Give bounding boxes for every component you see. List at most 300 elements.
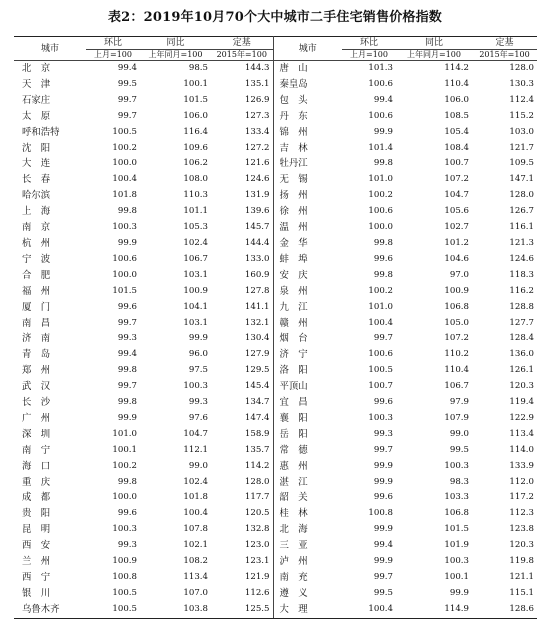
mom-cell: 100.7 <box>368 381 393 392</box>
base-cell: 158.9 <box>211 427 273 443</box>
city-name-cell: 上 海 <box>22 206 51 218</box>
table-row <box>14 172 537 188</box>
mom-cell: 100.3 <box>368 412 393 423</box>
yoy-cell: 104.6 <box>444 253 469 264</box>
table-row <box>14 522 537 538</box>
base-cell: 119.4 <box>509 397 534 408</box>
city-name-cell: 北 海 <box>279 524 308 536</box>
mom-cell: 100.5 <box>86 602 140 618</box>
mom-cell: 100.3 <box>112 524 137 535</box>
yoy-cell: 110.4 <box>444 365 469 376</box>
city-name-cell: 宜 昌 <box>279 397 308 409</box>
yoy-cell: 105.3 <box>183 222 208 233</box>
city-name-cell: 沈 阳 <box>22 142 51 154</box>
yoy-cell: 104.1 <box>183 301 208 312</box>
city-name-cell: 韶 关 <box>279 492 308 504</box>
mom-cell: 100.2 <box>112 142 137 153</box>
yoy-cell: 106.7 <box>444 381 469 392</box>
mom-cell: 100.8 <box>368 508 393 519</box>
base-cell: 128.0 <box>509 63 534 73</box>
mom-cell: 100.8 <box>112 572 137 582</box>
base-cell: 121.6 <box>211 156 273 172</box>
table-row <box>14 363 537 379</box>
city-name-cell: 遵 义 <box>279 587 308 599</box>
city-name-cell: 南 昌 <box>22 317 51 329</box>
table-row <box>14 252 537 268</box>
city-name-cell: 哈尔滨 <box>22 190 51 202</box>
mom-cell: 100.5 <box>112 126 137 137</box>
base-column-header: 定基 <box>211 37 273 50</box>
mom-cell: 99.7 <box>117 110 137 121</box>
table-row <box>14 554 537 570</box>
yoy-cell: 99.9 <box>449 587 469 598</box>
yoy-cell: 113.4 <box>183 572 208 582</box>
city-name-cell: 济 宁 <box>279 349 308 361</box>
yoy-cell: 101.9 <box>444 540 469 551</box>
city-name-cell: 吉 林 <box>279 142 308 154</box>
city-name-cell: 洛 阳 <box>279 365 308 377</box>
base-cell: 126.7 <box>509 206 534 217</box>
mom-cell: 101.0 <box>112 428 137 439</box>
yoy-cell: 112.1 <box>183 444 208 455</box>
yoy-cell: 101.2 <box>444 237 469 248</box>
yoy-cell: 110.2 <box>444 349 469 360</box>
table-row <box>14 490 537 506</box>
yoy-cell: 101.5 <box>183 94 208 105</box>
city-name-cell: 秦皇岛 <box>279 78 308 90</box>
yoy-cell: 106.2 <box>183 158 208 169</box>
base-cell: 135.1 <box>211 77 273 93</box>
yoy-cell: 106.0 <box>183 110 208 121</box>
yoy-cell: 99.5 <box>449 444 469 455</box>
city-name-cell: 郑 州 <box>22 365 51 377</box>
base-cell: 145.7 <box>211 220 273 236</box>
mom-cell: 100.4 <box>342 602 396 618</box>
yoy-cell: 103.8 <box>140 602 211 618</box>
base-cell: 127.9 <box>211 347 273 363</box>
yoy-cell: 100.7 <box>444 158 469 169</box>
yoy-cell: 110.4 <box>444 78 469 89</box>
base-sub-header: 2015年=100 <box>211 50 273 61</box>
mom-cell: 101.0 <box>368 301 393 312</box>
yoy-cell: 108.0 <box>183 174 208 185</box>
yoy-cell: 107.8 <box>183 524 208 535</box>
mom-cell: 100.5 <box>368 365 393 376</box>
yoy-cell: 101.1 <box>183 206 208 217</box>
mom-cell: 100.6 <box>368 78 393 89</box>
mom-cell: 99.6 <box>373 492 393 503</box>
mom-cell: 99.4 <box>117 63 137 73</box>
yoy-cell: 105.6 <box>444 206 469 217</box>
base-cell: 124.6 <box>509 253 534 264</box>
table-title: 表2：2019年10月70个大中城市二手住宅销售价格指数 <box>107 10 442 25</box>
city-name-cell: 天 津 <box>22 78 51 90</box>
table-row <box>14 459 537 475</box>
city-name-cell: 青 岛 <box>22 349 51 361</box>
table-row <box>14 93 537 109</box>
base-cell: 114.0 <box>509 444 534 455</box>
base-cell: 117.7 <box>211 490 273 506</box>
yoy-cell: 99.0 <box>449 428 469 439</box>
city-name-cell: 石家庄 <box>22 94 51 106</box>
table-row <box>14 538 537 554</box>
mom-cell: 99.7 <box>117 94 137 105</box>
city-name-cell: 成 都 <box>22 492 51 504</box>
mom-cell: 99.8 <box>373 237 393 248</box>
base-cell: 120.5 <box>211 506 273 522</box>
table-row <box>14 570 537 586</box>
mom-cell: 99.9 <box>373 126 393 137</box>
yoy-cell: 96.0 <box>188 349 208 360</box>
yoy-cell: 105.0 <box>444 317 469 328</box>
base-cell: 121.1 <box>509 572 534 582</box>
base-cell: 117.2 <box>509 492 534 503</box>
mom-cell: 100.9 <box>112 556 137 567</box>
city-name-cell: 银 川 <box>22 587 51 599</box>
city-name-cell: 泉 州 <box>279 285 308 297</box>
table-body <box>14 61 537 619</box>
city-name-cell: 南 宁 <box>22 444 51 456</box>
yoy-cell: 108.5 <box>444 110 469 121</box>
city-name-cell: 岳 阳 <box>279 428 308 440</box>
city-name-cell: 合 肥 <box>22 269 51 281</box>
base-cell: 127.2 <box>211 141 273 157</box>
city-name-cell: 宁 波 <box>22 253 51 265</box>
mom-cell: 100.2 <box>368 285 393 296</box>
mom-cell: 99.3 <box>373 428 393 439</box>
city-name-cell: 济 南 <box>22 333 51 345</box>
base-cell: 103.0 <box>509 126 534 137</box>
city-name-cell: 湛 江 <box>279 476 308 488</box>
base-cell: 121.7 <box>509 142 534 153</box>
city-name-cell: 西 安 <box>22 540 51 552</box>
city-name-cell: 贵 阳 <box>22 508 51 520</box>
yoy-cell: 99.3 <box>188 397 208 408</box>
mom-cell: 99.8 <box>117 476 137 487</box>
yoy-cell: 104.7 <box>183 428 208 439</box>
mom-cell: 100.3 <box>112 222 137 233</box>
base-cell: 134.7 <box>211 395 273 411</box>
city-name-cell: 深 圳 <box>22 428 51 440</box>
base-cell: 145.4 <box>211 379 273 395</box>
city-name-cell: 徐 州 <box>279 206 308 218</box>
yoy-cell: 100.4 <box>183 508 208 519</box>
city-name-cell: 大 连 <box>22 158 51 170</box>
city-name-cell: 兰 州 <box>22 556 51 568</box>
mom-cell: 99.7 <box>373 572 393 582</box>
city-name-cell: 重 庆 <box>22 476 51 488</box>
mom-cell: 99.4 <box>373 540 393 551</box>
base-cell: 112.0 <box>509 476 534 487</box>
base-cell: 113.4 <box>509 428 534 439</box>
yoy-cell: 100.9 <box>183 285 208 296</box>
city-name-cell: 西 宁 <box>22 572 51 583</box>
city-name-cell: 厦 门 <box>22 301 51 313</box>
base-cell: 125.5 <box>211 602 273 618</box>
mom-column-header: 环比 <box>86 37 140 50</box>
base-cell: 127.7 <box>509 317 534 328</box>
yoy-cell: 107.2 <box>444 174 469 185</box>
table-row <box>14 268 537 284</box>
mom-cell: 100.4 <box>112 174 137 185</box>
city-name-cell: 泸 州 <box>279 556 308 568</box>
base-column-header-2: 定基 <box>472 37 537 50</box>
base-sub-header-2: 2015年=100 <box>472 50 537 61</box>
table-row <box>14 443 537 459</box>
base-cell: 144.3 <box>211 61 273 77</box>
city-name-cell: 蚌 埠 <box>279 253 308 265</box>
mom-cell: 99.3 <box>117 333 137 344</box>
base-cell: 112.3 <box>509 508 534 519</box>
mom-cell: 99.7 <box>117 381 137 392</box>
table-header <box>14 37 537 61</box>
mom-sub-header: 上月=100 <box>86 50 140 61</box>
city-name-cell: 襄 阳 <box>279 412 308 424</box>
base-cell: 133.0 <box>211 252 273 268</box>
base-cell: 135.7 <box>211 443 273 459</box>
yoy-cell: 106.0 <box>444 94 469 105</box>
mom-cell: 100.6 <box>368 206 393 217</box>
yoy-cell: 102.4 <box>183 476 208 487</box>
city-name-cell: 呼和浩特 <box>22 126 60 138</box>
city-column-header: 城市 <box>14 37 86 61</box>
table-row <box>14 379 537 395</box>
yoy-cell: 100.3 <box>444 556 469 567</box>
mom-cell: 100.0 <box>368 222 393 233</box>
base-cell: 129.5 <box>211 363 273 379</box>
yoy-cell: 97.0 <box>449 269 469 280</box>
mom-cell: 100.0 <box>112 492 137 503</box>
base-cell: 127.3 <box>211 109 273 125</box>
mom-cell: 100.6 <box>368 110 393 121</box>
table-row <box>14 316 537 332</box>
base-cell: 132.1 <box>211 316 273 332</box>
yoy-cell: 102.1 <box>183 540 208 551</box>
mom-cell: 99.9 <box>373 524 393 535</box>
yoy-cell: 97.5 <box>188 365 208 376</box>
yoy-cell: 109.6 <box>183 142 208 153</box>
base-cell: 112.4 <box>509 94 534 105</box>
yoy-cell: 102.7 <box>444 222 469 233</box>
base-cell: 128.0 <box>211 475 273 491</box>
mom-cell: 100.0 <box>112 158 137 169</box>
base-cell: 133.4 <box>211 125 273 141</box>
table-row <box>14 77 537 93</box>
city-name-cell: 平顶山 <box>279 381 308 393</box>
mom-cell: 101.3 <box>368 63 393 73</box>
yoy-cell: 103.1 <box>183 317 208 328</box>
base-cell: 128.6 <box>472 602 537 618</box>
table-row <box>14 188 537 204</box>
yoy-cell: 114.9 <box>396 602 472 618</box>
yoy-cell: 108.2 <box>183 556 208 567</box>
city-name-cell: 福 州 <box>22 285 51 297</box>
city-name-cell: 烟 台 <box>279 333 308 345</box>
base-cell: 115.1 <box>509 587 534 598</box>
table-row <box>14 331 537 347</box>
base-cell: 122.9 <box>509 412 534 423</box>
base-cell: 133.9 <box>509 460 534 471</box>
city-name-cell: 常 德 <box>279 444 308 456</box>
mom-cell: 99.8 <box>373 269 393 280</box>
table-row <box>14 300 537 316</box>
base-cell: 126.1 <box>509 365 534 376</box>
base-cell: 121.3 <box>509 237 534 248</box>
yoy-cell: 107.0 <box>183 587 208 598</box>
table-row <box>14 427 537 443</box>
city-name-cell: 南 京 <box>22 222 51 234</box>
yoy-cell: 116.4 <box>183 126 208 137</box>
yoy-sub-header-2: 上年同月=100 <box>396 50 472 61</box>
city-name-cell: 金 华 <box>279 237 308 249</box>
table-row <box>14 109 537 125</box>
yoy-column-header-2: 同比 <box>396 37 472 50</box>
base-cell: 128.8 <box>509 301 534 312</box>
table-row <box>14 586 537 602</box>
base-cell: 144.4 <box>211 236 273 252</box>
table-row <box>14 156 537 172</box>
city-name-cell: 乌鲁木齐 <box>14 602 86 618</box>
base-cell: 141.1 <box>211 300 273 316</box>
yoy-sub-header: 上年同月=100 <box>140 50 211 61</box>
yoy-cell: 114.2 <box>444 63 469 73</box>
base-cell: 128.4 <box>509 333 534 344</box>
table-row <box>14 347 537 363</box>
base-cell: 139.6 <box>211 204 273 220</box>
mom-cell: 99.8 <box>117 365 137 376</box>
mom-cell: 100.1 <box>112 444 137 455</box>
base-cell: 121.9 <box>211 570 273 586</box>
city-name-cell: 无 锡 <box>279 174 308 186</box>
yoy-column-header: 同比 <box>140 37 211 50</box>
yoy-cell: 104.7 <box>444 190 469 201</box>
base-cell: 147.4 <box>211 411 273 427</box>
mom-sub-header-2: 上月=100 <box>342 50 396 61</box>
base-cell: 109.5 <box>509 158 534 169</box>
yoy-cell: 100.9 <box>444 285 469 296</box>
base-cell: 119.8 <box>509 556 534 567</box>
mom-cell: 99.9 <box>117 412 137 423</box>
base-cell: 120.3 <box>509 381 534 392</box>
city-name-cell: 桂 林 <box>279 508 308 520</box>
city-name-cell: 昆 明 <box>22 524 51 536</box>
base-cell: 123.8 <box>509 524 534 535</box>
city-name-cell: 温 州 <box>279 222 308 234</box>
city-name-cell: 安 庆 <box>279 269 308 281</box>
yoy-cell: 99.9 <box>188 333 208 344</box>
city-column-header-2: 城市 <box>273 37 342 61</box>
table-row <box>14 236 537 252</box>
base-cell: 126.9 <box>211 93 273 109</box>
mom-cell: 99.4 <box>373 94 393 105</box>
mom-cell: 99.7 <box>117 317 137 328</box>
mom-cell: 99.9 <box>117 237 137 248</box>
city-name-cell: 惠 州 <box>279 460 308 472</box>
city-name-cell: 长 沙 <box>22 397 51 409</box>
yoy-cell: 101.5 <box>444 524 469 535</box>
mom-cell: 99.9 <box>373 476 393 487</box>
city-name-cell: 锦 州 <box>279 126 308 138</box>
city-name-cell: 包 头 <box>279 94 308 106</box>
yoy-cell: 107.2 <box>444 333 469 344</box>
yoy-cell: 106.8 <box>444 301 469 312</box>
mom-cell: 99.6 <box>373 397 393 408</box>
mom-cell: 99.6 <box>117 508 137 519</box>
yoy-cell: 97.6 <box>188 412 208 423</box>
yoy-cell: 100.1 <box>183 78 208 89</box>
price-index-table <box>14 36 537 619</box>
mom-cell: 99.9 <box>373 460 393 471</box>
city-name-cell: 大 理 <box>273 602 342 618</box>
city-name-cell: 长 春 <box>22 174 51 186</box>
table-row <box>14 395 537 411</box>
mom-cell: 99.7 <box>373 333 393 344</box>
table-row <box>14 141 537 157</box>
mom-cell: 99.6 <box>373 253 393 264</box>
yoy-cell: 107.9 <box>444 412 469 423</box>
mom-cell: 99.8 <box>117 397 137 408</box>
base-cell: 130.3 <box>509 78 534 89</box>
base-cell: 127.8 <box>211 284 273 300</box>
mom-cell: 99.3 <box>117 540 137 551</box>
yoy-cell: 108.4 <box>444 142 469 153</box>
yoy-cell: 103.3 <box>444 492 469 503</box>
city-name-cell: 唐 山 <box>279 63 308 74</box>
yoy-cell: 106.8 <box>444 508 469 519</box>
city-name-cell: 三 亚 <box>279 540 308 552</box>
yoy-cell: 106.7 <box>183 253 208 264</box>
base-cell: 118.3 <box>509 269 534 280</box>
city-name-cell: 丹 东 <box>279 110 308 122</box>
base-cell: 160.9 <box>211 268 273 284</box>
city-name-cell: 武 汉 <box>22 381 51 393</box>
city-name-cell: 北 京 <box>22 63 51 74</box>
base-cell: 112.6 <box>211 586 273 602</box>
mom-cell: 99.4 <box>117 349 137 360</box>
table-row <box>14 220 537 236</box>
table-row <box>14 61 537 77</box>
city-name-cell: 南 充 <box>279 572 308 583</box>
yoy-cell: 98.3 <box>449 476 469 487</box>
yoy-cell: 100.3 <box>444 460 469 471</box>
table-row <box>14 204 537 220</box>
city-name-cell: 赣 州 <box>279 317 308 329</box>
mom-cell: 100.2 <box>368 190 393 201</box>
base-cell: 114.2 <box>211 459 273 475</box>
mom-cell: 100.5 <box>112 587 137 598</box>
mom-cell: 99.7 <box>373 444 393 455</box>
base-cell: 123.0 <box>211 538 273 554</box>
yoy-cell: 97.9 <box>449 397 469 408</box>
mom-cell: 100.6 <box>368 349 393 360</box>
table-row <box>14 475 537 491</box>
base-cell: 115.2 <box>509 110 534 121</box>
yoy-cell: 100.3 <box>183 381 208 392</box>
mom-cell: 99.5 <box>373 587 393 598</box>
base-cell: 132.8 <box>211 522 273 538</box>
city-name-cell: 牡丹江 <box>279 158 308 170</box>
base-cell: 128.0 <box>509 190 534 201</box>
mom-cell: 99.5 <box>117 78 137 89</box>
table-row <box>14 602 537 618</box>
mom-cell: 100.4 <box>368 317 393 328</box>
city-name-cell: 杭 州 <box>22 237 51 249</box>
city-name-cell: 九 江 <box>279 301 308 313</box>
base-cell: 116.2 <box>509 285 534 296</box>
mom-cell: 101.8 <box>112 190 137 201</box>
mom-cell: 101.4 <box>368 142 393 153</box>
table-row <box>14 411 537 427</box>
